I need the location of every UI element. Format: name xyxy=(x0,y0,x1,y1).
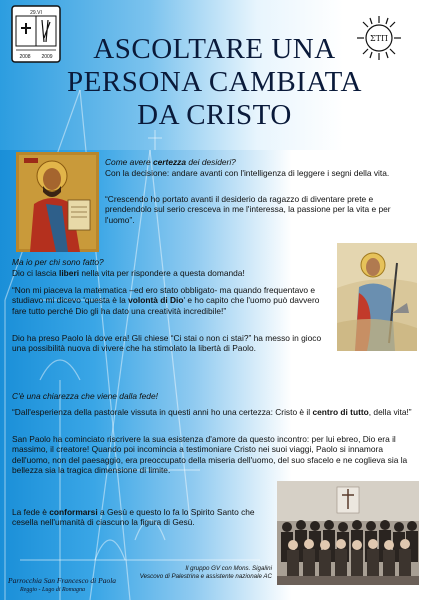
section1-quote: “Crescendo ho portato avanti il desiderio da ragazzo di diventare prete e prendendolo sul serio cresceva in me l'interessa, la passione per la vita e per l'uomo”. xyxy=(105,194,391,225)
section1-question: Come avere certezza dei desideri? xyxy=(105,157,236,167)
section2-question: Ma io per chi sono fatto? xyxy=(12,257,104,267)
section3-quote: “Dall'esperienza della pastorale vissuta in questi anni ho una certezza: Cristo è il centro di tutto, della vita!” xyxy=(12,407,412,417)
section3-paragraph: San Paolo ha cominciato riscrivere la sua esistenza d'amore da questo incontro: per lui ebreo, Dio era il massimo, il creatore! Quando poi incomincia a testimoniare Cristo nei suoi viaggi, Paolo si innamora dell'uomo, non del paesaggio, era preoccupato della miseria dell'uomo, del suo sfacelo e ne coglieva sia la bellezza sia la tragica dimensione di limite. xyxy=(12,434,408,476)
title-line-1: ASCOLTARE UNA xyxy=(93,33,336,65)
section2-paragraph: Dio ha preso Paolo là dove era! Gli chiese “Ci stai o non ci stai?” ha messo in gioco una possibilità nuova di vivere che ha stimolato la libertà di Paolo. xyxy=(12,333,322,354)
monogram-letters: ΣΤΠ xyxy=(370,34,388,43)
logo-year-left: 2008 xyxy=(19,54,31,60)
footer-location: Reggio - Lugo di Romagna xyxy=(20,587,85,593)
caption-line-1: Il gruppo GV con Mons. Sigalini xyxy=(185,565,272,572)
title-line-2: PERSONA CAMBIATA xyxy=(67,66,362,98)
caption-line-2: Vescovo di Palestrina e assistente nazionale AC xyxy=(139,573,272,580)
section4-paragraph: La fede è conformarsi a Gesù e questo lo fa lo Spirito Santo che cesella nell'umanità di ciascuno la figura di Gesù. xyxy=(12,507,255,528)
section2-answer: Dio ci lascia liberi nella vita per rispondere a questa domanda! xyxy=(12,268,245,278)
section1-answer: Con la decisione: andare avanti con l'intelligenza di leggere i segni della vita. xyxy=(105,168,390,178)
group-photo-image xyxy=(277,481,419,585)
logo-top-text: 29.VI xyxy=(30,10,42,16)
footer-parish: Parrocchia San Francesco di Paola xyxy=(8,576,117,585)
parish-logo xyxy=(6,4,66,68)
section2-quote: “Non mi piaceva la matematica –ed ero stato obbligato- ma quando frequentavo e studiavo mi dicevo 'questa è la volontà di Dio' e ho capito che l'uomo può davvero fare tutto perché Dio gli ha dato una creatività incredibile!” xyxy=(12,285,320,316)
photo-caption xyxy=(100,565,272,581)
saint-paul-icon-image xyxy=(16,152,99,252)
logo-year-right: 2009 xyxy=(41,54,53,60)
section3-question: C'è una chiarezza che viene dalla fede! xyxy=(12,391,158,401)
saint-paul-mosaic-image xyxy=(337,243,417,351)
title-line-3: DA CRISTO xyxy=(137,99,292,131)
